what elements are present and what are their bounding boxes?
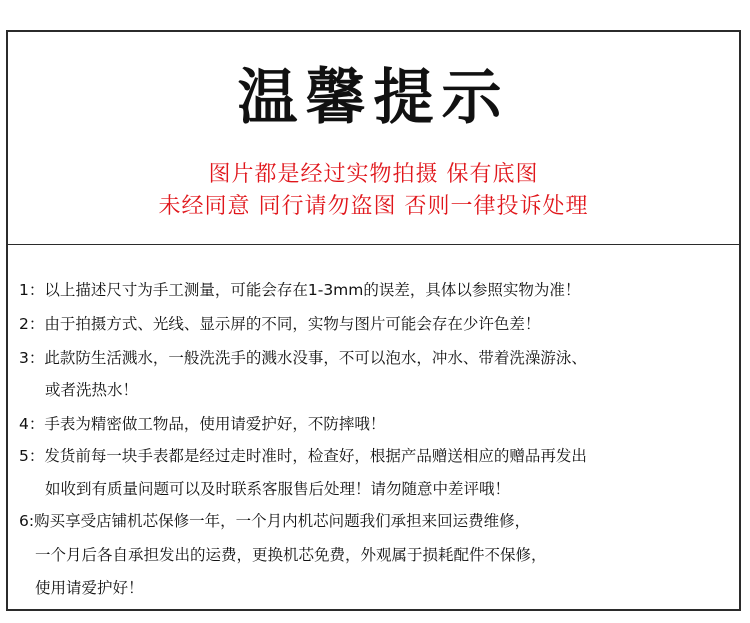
copyright-warning-line-2: 未经同意 同行请勿盗图 否则一律投诉处理 xyxy=(158,194,589,219)
tip-4-handle-with-care: 4：手表为精密做工物品，使用请爱护好，不防摔哦！ xyxy=(19,415,386,433)
notice-box xyxy=(6,30,741,611)
divider xyxy=(8,244,739,245)
tip-2-color-difference: 2：由于拍摄方式、光线、显示屏的不同，实物与图片可能会存在少许色差！ xyxy=(19,315,541,333)
tip-6-warranty-terms-continued: 一个月后各自承担发出的运费，更换机芯免费，外观属于损耗配件不保修， xyxy=(35,546,547,564)
tip-3-water-resistance-continued: 或者洗热水！ xyxy=(45,381,139,399)
tip-5-after-sales-continued: 如收到有质量问题可以及时联系客服售后处理！请勿随意中差评哦！ xyxy=(45,480,511,498)
tip-3-water-resistance: 3：此款防生活溅水，一般洗洗手的溅水没事，不可以泡水，冲水、带着洗澡游泳、 xyxy=(19,349,587,367)
tip-1-measurement: 1：以上描述尺寸为手工测量，可能会存在1-3mm的误差，具体以参照实物为准！ xyxy=(19,281,581,299)
tip-5-pre-shipping-check: 5：发货前每一块手表都是经过走时准时，检查好，根据产品赠送相应的赠品再发出 xyxy=(19,447,587,465)
tip-6-movement-warranty: 6:购买享受店铺机芯保修一年，一个月内机芯问题我们承担来回运费维修， xyxy=(19,512,531,530)
tip-6-care-reminder: 使用请爱护好！ xyxy=(35,579,144,597)
copyright-warning-line-1: 图片都是经过实物拍摄 保有底图 xyxy=(208,162,539,187)
notice-header xyxy=(8,32,739,244)
notice-title: 温馨提示 xyxy=(237,63,510,133)
